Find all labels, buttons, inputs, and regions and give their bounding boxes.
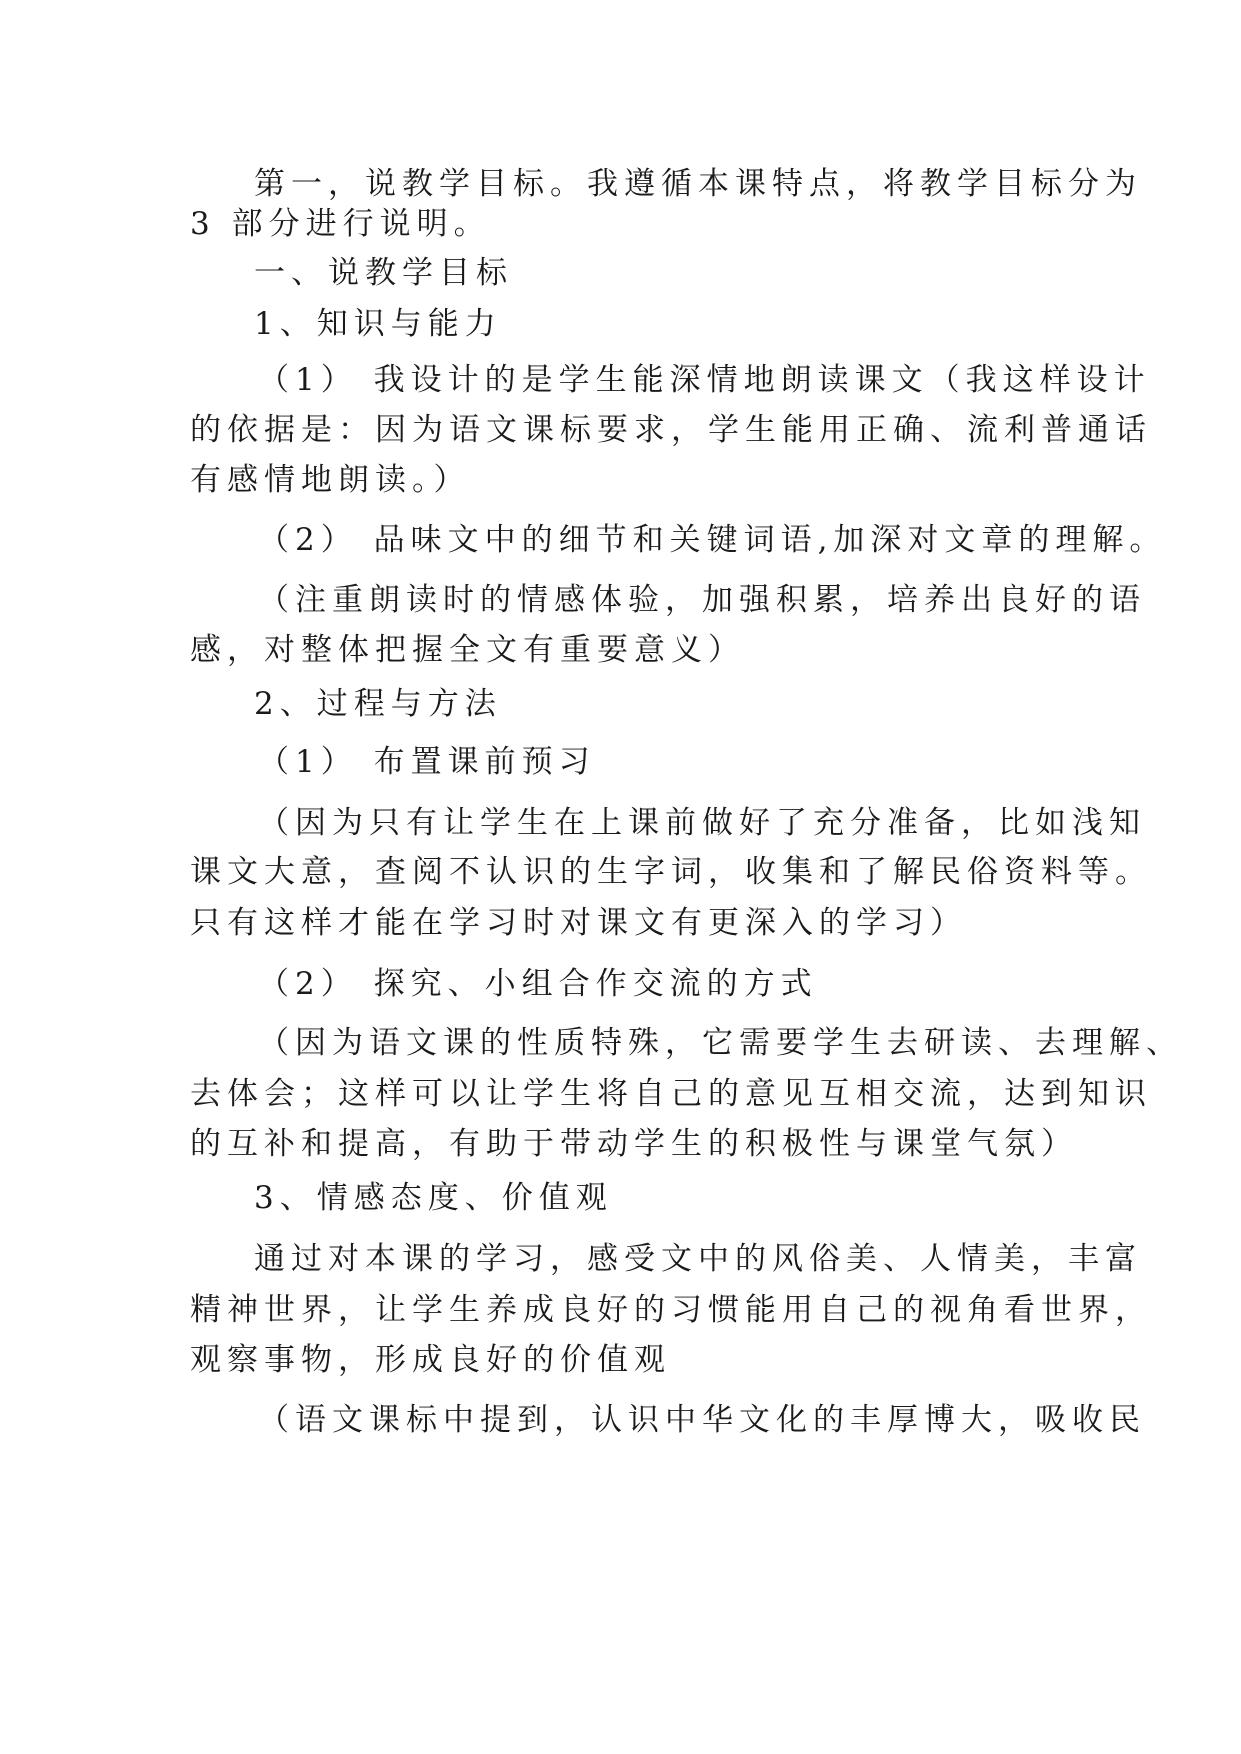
text-line: （1） 我设计的是学生能深情地朗读课文（我这样设计 [258, 362, 1151, 398]
text-line: 精神世界，让学生养成良好的习惯能用自己的视角看世界， [190, 1292, 1152, 1328]
text-line: 去体会；这样可以让学生将自己的意见互相交流，达到知识 [190, 1076, 1152, 1112]
subsection-heading: 1、知识与能力 [254, 306, 502, 342]
text-line: 的依据是：因为语文课标要求，学生能用正确、流利普通话 [190, 412, 1152, 448]
text-line: 课文大意，查阅不认识的生字词，收集和了解民俗资料等。 [190, 854, 1152, 890]
subsection-heading: 3、情感态度、价值观 [254, 1180, 613, 1216]
text-line: 第一，说教学目标。我遵循本课特点，将教学目标分为 [254, 166, 1142, 202]
text-line: （2） 探究、小组合作交流的方式 [258, 966, 818, 1002]
text-line: （因为只有让学生在上课前做好了充分准备，比如浅知 [258, 805, 1146, 841]
text-line: （1） 布置课前预习 [258, 744, 596, 780]
text-line: 的互补和提高，有助于带动学生的积极性与课堂气氛） [190, 1126, 1078, 1162]
text-line: 有感情地朗读。） [190, 462, 471, 498]
text-line: （注重朗读时的情感体验，加强积累，培养出良好的语 [258, 582, 1146, 618]
text-line: 观察事物，形成良好的价值观 [190, 1342, 671, 1378]
text-line: 3 部分进行说明。 [190, 206, 491, 242]
section-heading: 一、说教学目标 [254, 255, 513, 291]
subsection-heading: 2、过程与方法 [254, 686, 502, 722]
text-line: 通过对本课的学习，感受文中的风俗美、人情美，丰富 [254, 1241, 1142, 1277]
text-line: （2） 品味文中的细节和关键词语,加深对文章的理解。 [258, 522, 1167, 558]
text-line: 感，对整体把握全文有重要意义） [190, 632, 745, 668]
text-line: （因为语文课的性质特殊，它需要学生去研读、去理解、 [258, 1025, 1183, 1061]
text-line: 只有这样才能在学习时对课文有更深入的学习） [190, 905, 967, 941]
text-line: （语文课标中提到，认识中华文化的丰厚博大，吸收民 [258, 1402, 1146, 1438]
